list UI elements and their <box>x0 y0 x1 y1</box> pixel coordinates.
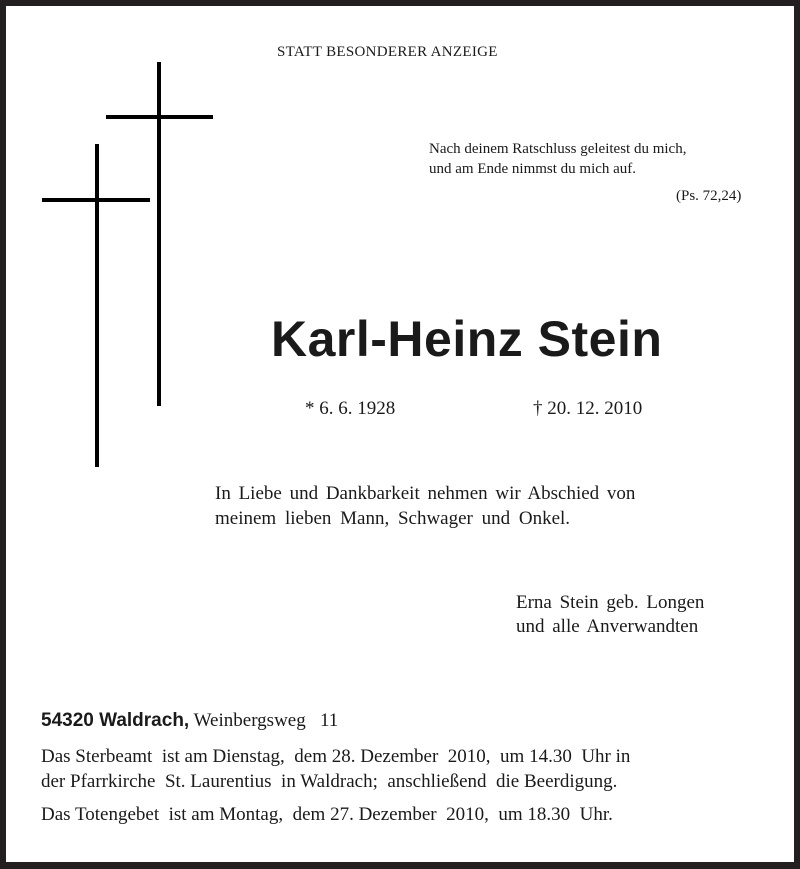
service-line: Das Totengebet ist am Montag, dem 27. Dezember 2010, um 18.30 Uhr. <box>41 804 613 825</box>
address-city: 54320 Waldrach, <box>41 710 190 731</box>
farewell-line: In Liebe und Dankbarkeit nehmen wir Abschied von <box>215 483 636 504</box>
mourners-line: und alle Anverwandten <box>516 616 699 637</box>
verse-source: (Ps. 72,24) <box>676 188 742 204</box>
address-street: Weinbergsweg 11 <box>193 710 339 731</box>
notice-body <box>6 6 794 862</box>
farewell-line: meinem lieben Mann, Schwager und Onkel. <box>215 508 571 529</box>
verse-line: Nach deinem Ratschluss geleitest du mich, <box>429 141 687 157</box>
mourners-line: Erna Stein geb. Longen <box>516 592 705 613</box>
verse-line: und am Ende nimmst du mich auf. <box>429 161 637 177</box>
service-line: der Pfarrkirche St. Laurentius in Waldrach; anschließend die Beerdigung. <box>41 771 618 792</box>
address <box>41 710 338 732</box>
birth-date: * 6. 6. 1928 <box>305 398 396 419</box>
service-line: Das Sterbeamt ist am Dienstag, dem 28. Dezember 2010, um 14.30 Uhr in <box>41 746 631 767</box>
deceased-name: Karl-Heinz Stein <box>271 311 663 367</box>
death-date: † 20. 12. 2010 <box>533 398 643 419</box>
notice-header: STATT BESONDERER ANZEIGE <box>277 44 498 60</box>
